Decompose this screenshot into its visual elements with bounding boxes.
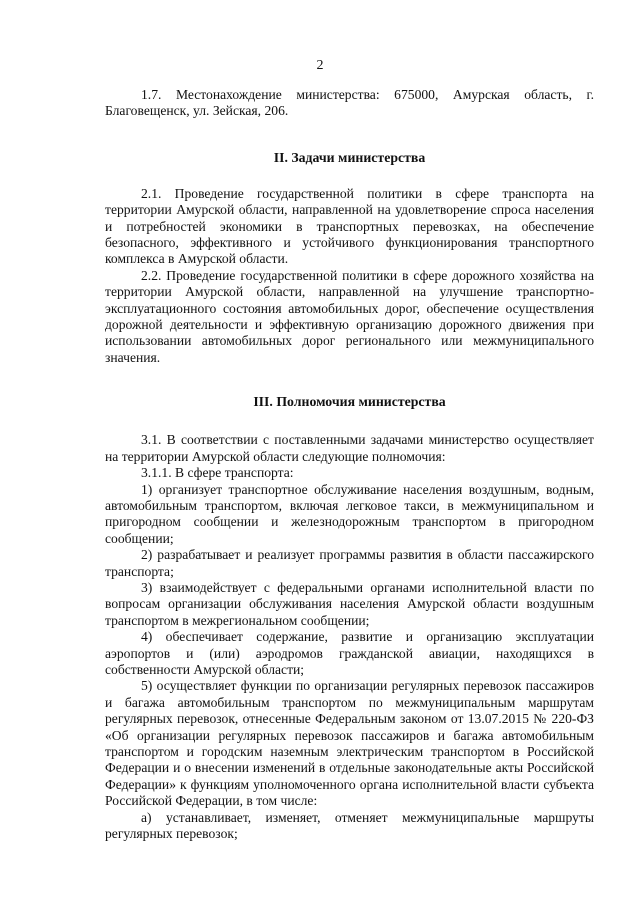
paragraph-1-7: 1.7. Местонахождение министерства: 675000, Амурская область, г. Благовещенск, ул. Зейская, 206. bbox=[105, 87, 594, 119]
paragraph-2-1: 2.1. Проведение государственной политики в сфере транспорта на территории Амурской области, направленной на удовлетворение спроса населения и потребностей экономики в транспортных перевозках, на обеспечение безопасного, эффективного и устойчивого функционирования транспортного комплекса в Амурской области. bbox=[105, 185, 594, 267]
section-heading-powers: III. Полномочия министерства bbox=[253, 394, 446, 410]
list-item-1: 1) организует транспортное обслуживание населения воздушным, водным, автомобильным транспортом, включая легковое такси, в межмуниципальном и пригородном сообщении и железнодорожным транспортом в пригородном сообщении; bbox=[105, 481, 594, 546]
list-item-5: 5) осуществляет функции по организации регулярных перевозок пассажиров и багажа автомобильным транспортом по межмуниципальным маршрутам регулярных перевозок, отнесенные Федеральным законом от 13.07.2015 № 220-ФЗ «Об организации регулярных перевозок пассажиров и багажа автомобильным транспортом и городским наземным электрическим транспортом в Российской Федерации и о внесении изменений в отдельные законодательные акты Российской Федерации» к функциям уполномоченного органа исполнительной власти субъекта Российской Федерации, в том числе: bbox=[105, 678, 594, 809]
list-item-3: 3) взаимодействует с федеральными органами исполнительной власти по вопросам организации обслуживания населения Амурской области воздушным транспортом в межрегиональном сообщении; bbox=[105, 579, 594, 628]
document-body bbox=[105, 87, 594, 842]
list-item-2: 2) разрабатывает и реализует программы развития в области пассажирского транспорта; bbox=[105, 547, 594, 579]
section-heading-tasks: II. Задачи министерства bbox=[273, 149, 426, 165]
paragraph-2-2: 2.2. Проведение государственной политики в сфере дорожного хозяйства на территории Амурской области, направленной на улучшение транспортно-эксплуатационного состояния автомобильных дорог, обеспечение осуществления дорожной деятельности и эффективную организацию дорожного движения при использовании автомобильных дорог регионального или межмуниципального значения. bbox=[105, 267, 594, 365]
paragraph-3-1-1: 3.1.1. В сфере транспорта: bbox=[141, 465, 294, 481]
paragraph-3-1: 3.1. В соответствии с поставленными задачами министерство осуществляет на территории Амурской области следующие полномочия: bbox=[105, 432, 594, 464]
page-number: 2 bbox=[316, 58, 324, 73]
list-item-5a: а) устанавливает, изменяет, отменяет межмуниципальные маршруты регулярных перевозок; bbox=[105, 809, 594, 842]
list-item-4: 4) обеспечивает содержание, развитие и организацию эксплуатации аэропортов и (или) аэродромов гражданской авиации, находящихся в собственности Амурской области; bbox=[105, 629, 594, 677]
